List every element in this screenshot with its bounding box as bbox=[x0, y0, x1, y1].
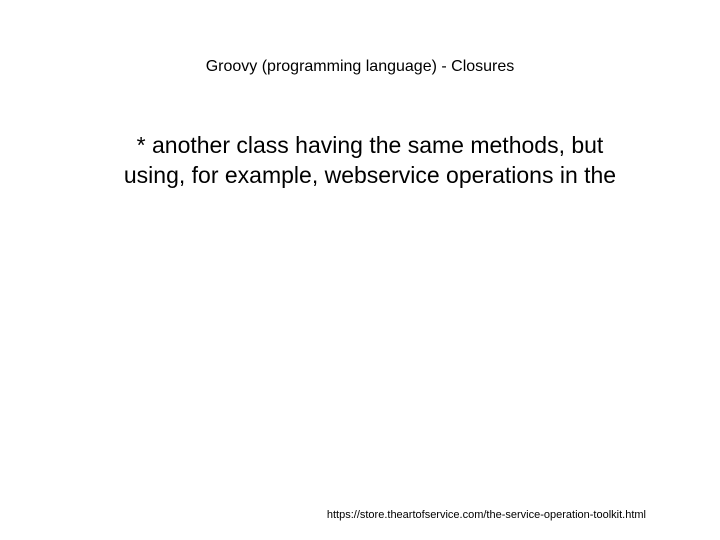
slide-title: Groovy (programming language) - Closures bbox=[205, 58, 515, 75]
slide-body bbox=[80, 130, 660, 190]
body-line-2: using, for example, webservice operations in the bbox=[123, 162, 617, 188]
footer-url: https://store.theartofservice.com/the-service-operation-toolkit.html bbox=[326, 509, 646, 521]
body-line-1: * another class having the same methods, but bbox=[136, 132, 604, 158]
